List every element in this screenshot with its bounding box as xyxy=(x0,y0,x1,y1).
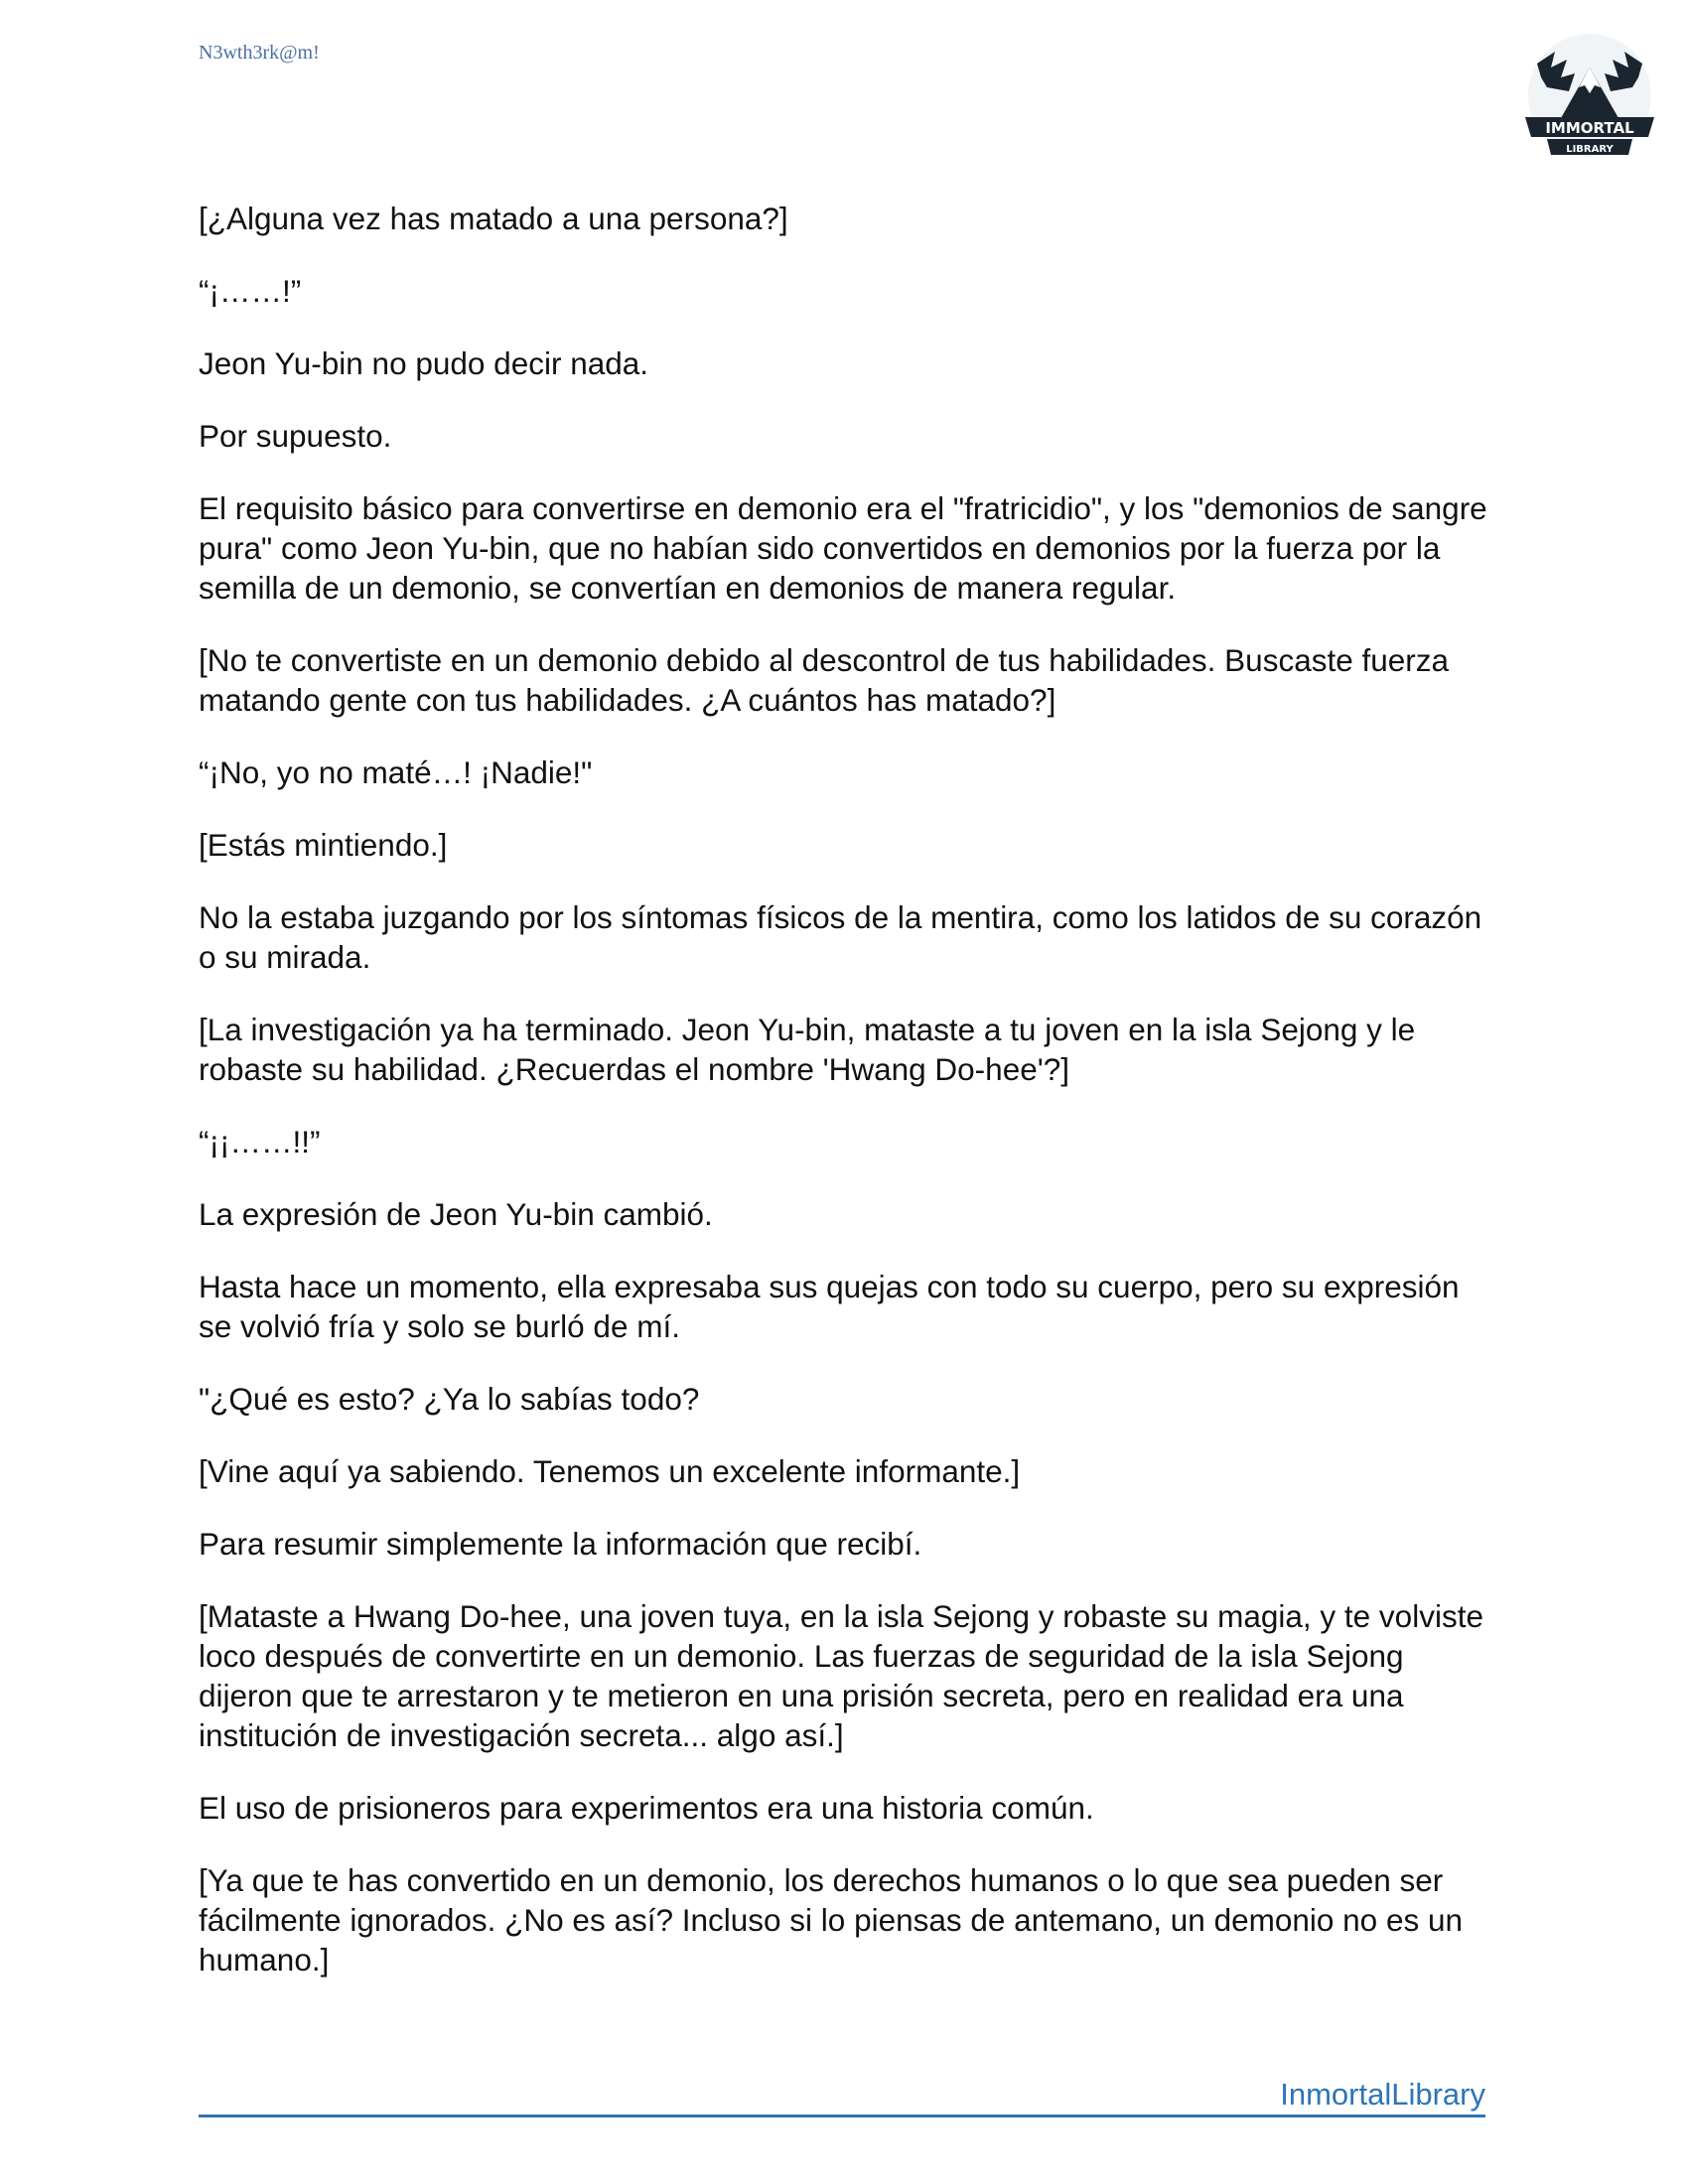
footer-divider xyxy=(199,2115,1485,2117)
header-watermark: N3wth3rk@m! xyxy=(199,42,320,64)
paragraph: El uso de prisioneros para experimentos era una historia común. xyxy=(199,1790,1094,1826)
logo-text-top: IMMORTAL xyxy=(1545,119,1634,137)
paragraph: “¡¡……!!” xyxy=(199,1124,321,1160)
paragraph: [¿Alguna vez has matado a una persona?] xyxy=(199,201,788,236)
paragraph: [No te convertiste en un demonio debido al descontrol de tus habilidades. Buscaste fuerza matando gente con tus habilidades. ¿A cuántos has matado?] xyxy=(199,642,1450,718)
paragraph: [Vine aquí ya sabiendo. Tenemos un excelente informante.] xyxy=(199,1453,1021,1489)
logo-emblem-icon xyxy=(1517,34,1662,161)
paragraph: El requisito básico para convertirse en demonio era el "fratricidio", y los "demonios de sangre pura" como Jeon Yu-bin, que no habían sido convertidos en demonios por la fuerza por la semilla de un demonio, se convertían en demonios de manera regular. xyxy=(199,490,1487,606)
paragraph: Jeon Yu-bin no pudo decir nada. xyxy=(199,345,649,381)
logo-text-bottom: LIBRARY xyxy=(1566,144,1614,155)
paragraph: [Mataste a Hwang Do-hee, una joven tuya, en la isla Sejong y robaste su magia, y te volviste loco después de convertirte en un demonio. Las fuerzas de seguridad de la isla Sejong dijeron que te arrestaron y te metieron en una prisión secreta, pero en realidad era una institución de investigación secreta... algo así.] xyxy=(199,1598,1483,1753)
paragraph: "¿Qué es esto? ¿Ya lo sabías todo? xyxy=(199,1381,700,1417)
paragraph: Hasta hace un momento, ella expresaba sus quejas con todo su cuerpo, pero su expresión se volvió fría y solo se burló de mí. xyxy=(199,1269,1460,1344)
footer-link[interactable]: InmortalLibrary xyxy=(1280,2077,1485,2112)
paragraph: [Ya que te has convertido en un demonio, los derechos humanos o lo que sea pueden ser fácilmente ignorados. ¿No es así? Incluso si lo piensas de antemano, un demonio no es un humano.] xyxy=(199,1862,1464,1978)
paragraph: [Estás mintiendo.] xyxy=(199,827,448,863)
paragraph: [La investigación ya ha terminado. Jeon Yu-bin, mataste a tu joven en la isla Sejong y le robaste su habilidad. ¿Recuerdas el nombre 'Hwang Do-hee'?] xyxy=(199,1012,1416,1087)
document-body xyxy=(199,199,1489,2012)
paragraph: Para resumir simplemente la información que recibí. xyxy=(199,1526,922,1562)
paragraph: Por supuesto. xyxy=(199,418,392,454)
paragraph: No la estaba juzgando por los síntomas físicos de la mentira, como los latidos de su corazón o su mirada. xyxy=(199,899,1482,975)
paragraph: “¡……!” xyxy=(199,273,302,309)
paragraph: “¡No, yo no maté…! ¡Nadie!" xyxy=(199,754,593,790)
immortal-library-logo xyxy=(1517,34,1662,161)
paragraph: La expresión de Jeon Yu-bin cambió. xyxy=(199,1196,713,1232)
